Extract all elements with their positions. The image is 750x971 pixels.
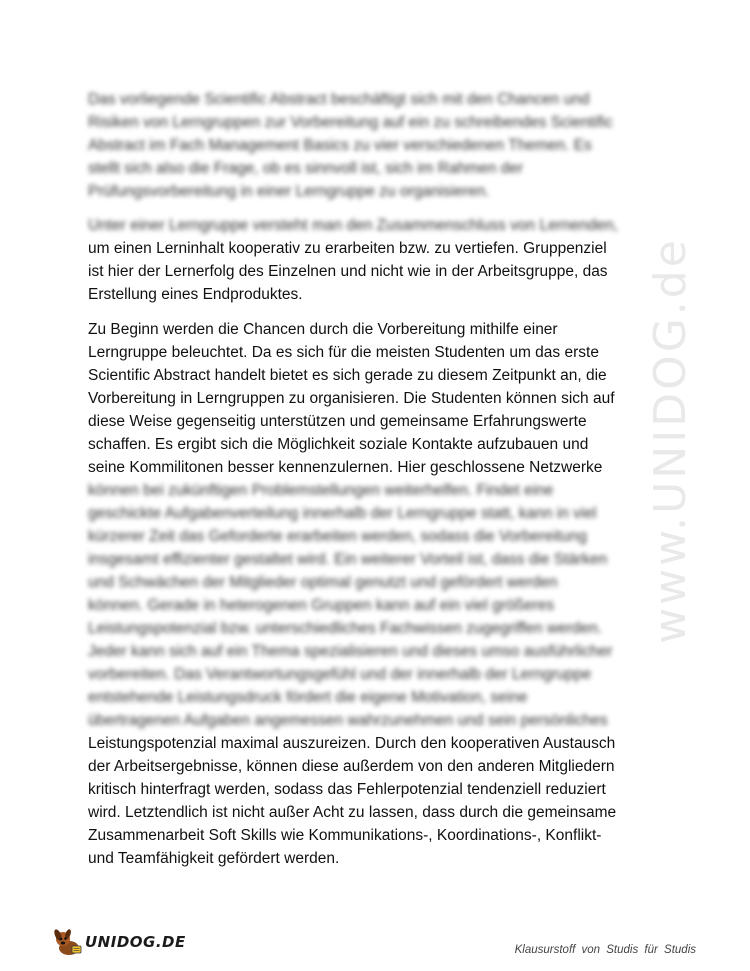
blurred-text-line: Risiken von Lerngruppen zur Vorbereitung auf ein zu schreibendes Scientific — [88, 114, 613, 131]
text-line: seine Kommilitonen besser kennenzulernen. Hier geschlossene Netzwerke — [88, 459, 603, 476]
blurred-text-line: übertragenen Aufgaben angemessen wahrzunehmen und sein persönliches — [88, 712, 608, 729]
dog-mascot-icon — [52, 926, 84, 958]
footer-logo — [52, 926, 186, 958]
blurred-text-line: stellt sich also die Frage, ob es sinnvoll ist, sich im Rahmen der — [88, 160, 524, 177]
blurred-text-line: Das vorliegende Scientific Abstract beschäftigt sich mit den Chancen und — [88, 91, 590, 108]
text-line: diese Weise gegenseitig unterstützen und gemeinsame Erfahrungswerte — [88, 413, 587, 430]
blurred-text-line: können bei zukünftigen Problemstellungen weiterhelfen. Findet eine — [88, 482, 554, 499]
blurred-text-line: Unter einer Lerngruppe versteht man den Zusammenschluss von Lernenden, — [88, 217, 618, 234]
text-line: Zu Beginn werden die Chancen durch die Vorbereitung mithilfe einer — [88, 321, 558, 338]
blurred-text-line: geschickte Aufgabenverteilung innerhalb der Lerngruppe statt, kann in viel — [88, 505, 597, 522]
text-line: Leistungspotenzial maximal auszureizen. Durch den kooperativen Austausch — [88, 735, 616, 752]
text-line: Vorbereitung in Lerngruppen zu organisieren. Die Studenten können sich auf — [88, 390, 615, 407]
blurred-text-line: Leistungspotenzial bzw. unterschiedliches Fachwissen zugegriffen werden. — [88, 620, 603, 637]
text-line: um einen Lerninhalt kooperativ zu erarbeiten bzw. zu vertiefen. Gruppenziel — [88, 240, 607, 257]
text-line: Zusammenarbeit Soft Skills wie Kommunikations-, Koordinations-, Konflikt- — [88, 827, 602, 844]
text-line: schaffen. Es ergibt sich die Möglichkeit soziale Kontakte aufzubauen und — [88, 436, 589, 453]
blurred-text-line: Jeder kann sich auf ein Thema spezialisieren und dieses umso ausführlicher — [88, 643, 613, 660]
blurred-text-line: Abstract im Fach Management Basics zu vier verschiedenen Themen. Es — [88, 137, 592, 154]
text-line: kritisch hinterfragt werden, sodass das Fehlerpotenzial tendenziell reduziert — [88, 781, 606, 798]
blurred-text-line: entstehende Leistungsdruck fördert die eigene Motivation, seine — [88, 689, 528, 706]
text-line: der Arbeitsergebnisse, können diese außerdem von den anderen Mitgliedern — [88, 758, 615, 775]
blurred-text-line: vorbereiten. Das Verantwortungsgefühl und der innerhalb der Lerngruppe — [88, 666, 592, 683]
paragraph-2 — [88, 214, 673, 306]
watermark-text: www.UNIDOG.de — [644, 236, 696, 644]
text-line: und Teamfähigkeit gefördert werden. — [88, 850, 340, 867]
paragraph-1 — [88, 88, 673, 203]
text-line: Scientific Abstract handelt bietet es sich gerade zu diesem Zeitpunkt an, die — [88, 367, 607, 384]
blurred-text-line: und Schwächen der Mitglieder optimal genutzt und gefördert werden — [88, 574, 558, 591]
logo-text: UNIDOG.DE — [85, 933, 186, 951]
blurred-text-line: können. Gerade in heterogenen Gruppen kann auf ein viel größeres — [88, 597, 555, 614]
blurred-text-line: insgesamt effizienter gestaltet wird. Ein weiterer Vorteil ist, dass die Stärken — [88, 551, 608, 568]
footer-tagline: Klausurstoff von Studis für Studis — [514, 944, 696, 956]
text-line: wird. Letztendlich ist nicht außer Acht zu lassen, dass durch die gemeinsame — [88, 804, 617, 821]
paragraph-3 — [88, 318, 673, 870]
text-line: ist hier der Lernerfolg des Einzelnen und nicht wie in der Arbeitsgruppe, das — [88, 263, 608, 280]
text-line: Erstellung eines Endproduktes. — [88, 286, 303, 303]
blurred-text-line: Prüfungsvorbereitung in einer Lerngruppe zu organisieren. — [88, 183, 490, 200]
text-line: Lerngruppe beleuchtet. Da es sich für die meisten Studenten um das erste — [88, 344, 599, 361]
blurred-text-line: kürzerer Zeit das Geforderte erarbeiten werden, sodass die Vorbereitung — [88, 528, 587, 545]
